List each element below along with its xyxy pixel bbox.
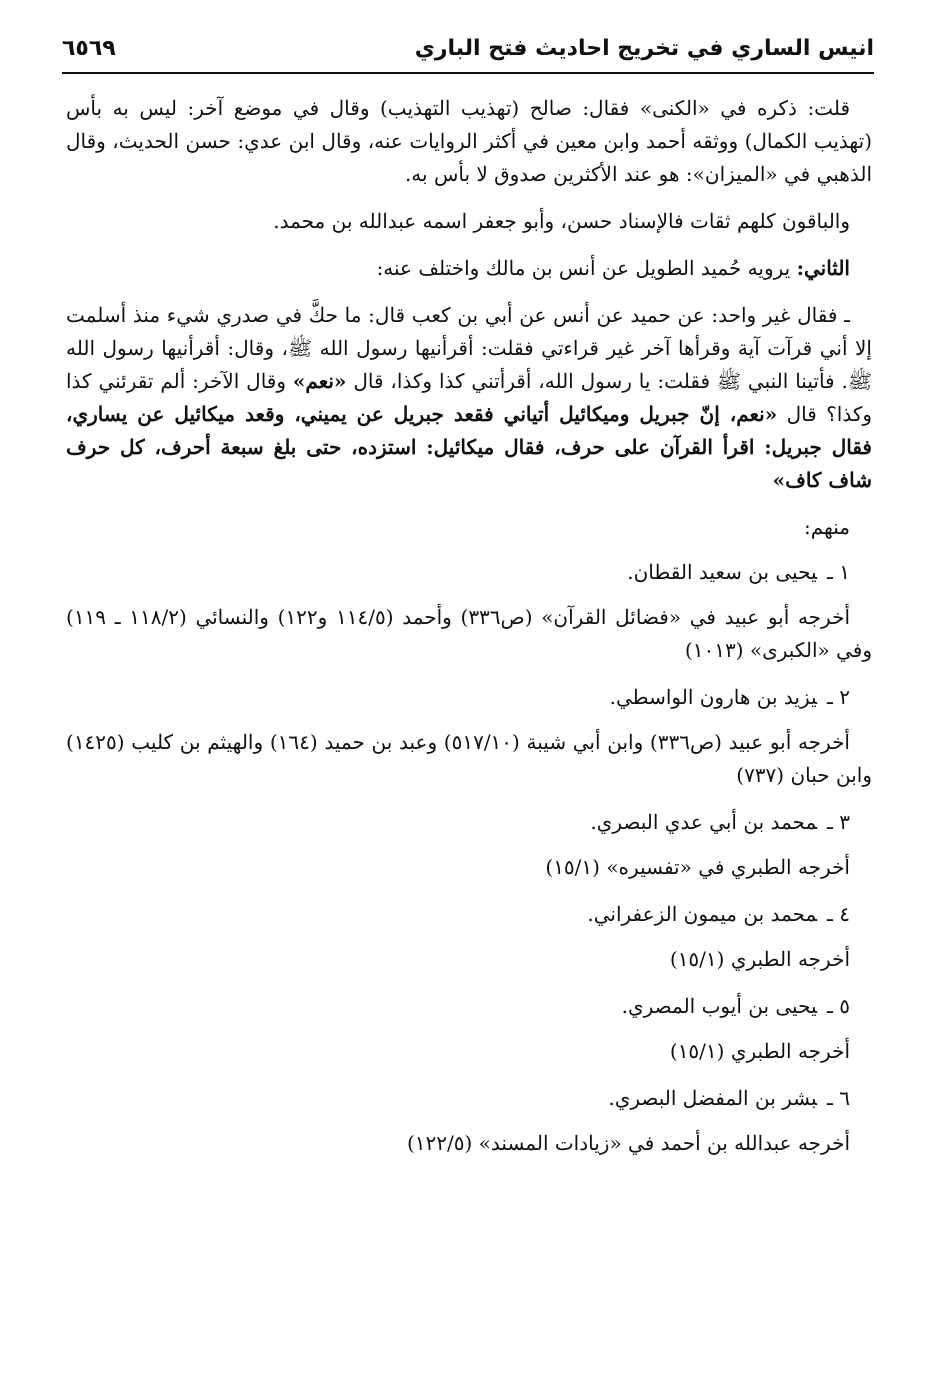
page-number: ٦٥٦٩ xyxy=(62,36,116,61)
narrator-name-line xyxy=(66,681,872,714)
narrator-entry xyxy=(66,556,872,667)
narrator-name: بشر بن المفضل البصري. xyxy=(608,1086,818,1110)
narrator-number: ١ ـ xyxy=(827,560,850,584)
paragraph-critique: قلت: ذكره في «الكنى» فقال: صالح (تهذيب التهذيب) وقال في موضع آخر: ليس به بأس (تهذيب الكمال) ووثقه أحمد وابن معين في أكثر الروايات عنه، وقال ابن عدي: حسن الحديث، وقال الذهبي في «الميزان»: هو عند الأكثرين صدوق لا بأس به. xyxy=(66,96,872,186)
narrator-name: يزيد بن هارون الواسطي. xyxy=(609,685,818,709)
narrator-source: أخرجه أبو عبيد في «فضائل القرآن» (ص٣٣٦) وأحمد (١١٤/٥ و١٢٢) والنسائي (١١٨/٢ ـ ١١٩) وفي «الكبرى» (١٠١٣) xyxy=(66,605,872,662)
narrator-entry xyxy=(66,806,872,884)
hadith-quote-main: «نعم، إنّ جبريل وميكائيل أتياني فقعد جبريل عن يميني، وقعد ميكائيل عن يساري، فقال جبريل: اقرأ القرآن على حرف، فقال ميكائيل: استزده، حتى بلغ سبعة أحرف، كل حرف شاف كاف» xyxy=(66,402,872,492)
paragraph-second-route xyxy=(66,252,872,285)
hadith-quote-yes: «نعم» xyxy=(292,369,347,393)
narrator-name-line xyxy=(66,898,872,931)
narrator-name: محمد بن ميمون الزعفراني. xyxy=(587,902,818,926)
header-divider xyxy=(62,72,874,74)
page-body xyxy=(66,92,872,1174)
narrator-number: ٦ ـ xyxy=(827,1086,850,1110)
narrator-name-line xyxy=(66,1082,872,1115)
narrator-name: يحيى بن أيوب المصري. xyxy=(621,994,818,1018)
narrator-entry xyxy=(66,898,872,976)
narrator-source: أخرجه الطبري (١٥/١) xyxy=(669,947,850,971)
narrator-entry xyxy=(66,681,872,792)
narrator-entry xyxy=(66,1082,872,1160)
narrator-name: يحيى بن سعيد القطان. xyxy=(627,560,818,584)
narrator-name-line xyxy=(66,990,872,1023)
narrator-list xyxy=(66,556,872,1160)
narrator-number: ٣ ـ xyxy=(827,810,850,834)
narrator-source: أخرجه الطبري (١٥/١) xyxy=(669,1039,850,1063)
narrator-number: ٢ ـ xyxy=(827,685,850,709)
hadith-middle: وقال الآخر: ألم تقرئني كذا وكذا؟ قال xyxy=(66,369,873,426)
narrator-number: ٤ ـ xyxy=(827,902,850,926)
narrator-name: محمد بن أبي عدي البصري. xyxy=(590,810,818,834)
book-title: انيس الساري في تخريج احاديث فتح الباري xyxy=(414,36,874,61)
narrator-entry xyxy=(66,990,872,1068)
narrator-source: أخرجه أبو عبيد (ص٣٣٦) وابن أبي شيبة (٥١٧/١٠) وعبد بن حميد (١٦٤) والهيثم بن كليب (١٤٢٥) وابن حبان (٧٣٧) xyxy=(66,730,872,787)
running-header xyxy=(62,32,874,72)
paragraph-hadith-text xyxy=(66,299,872,497)
hadith-intro: ـ فقال غير واحد: عن حميد عن أنس عن أبي بن كعب قال: ما حكَّ في صدري شيء منذ أسلمت إلا أني قرآت آية وقرأها آخر غير قراءتي فقلت: أقرأنيها رسول الله ﷺ، وقال: أقرأنيها رسول الله ﷺ. فأتينا النبي ﷺ فقلت: يا رسول الله، أقرأتني كذا وكذا، قال xyxy=(66,303,872,393)
paragraph-isnad-summary: والباقون كلهم ثقات فالإسناد حسن، وأبو جعفر اسمه عبدالله بن محمد. xyxy=(273,209,850,233)
narrator-name-line xyxy=(66,556,872,589)
narrator-source: أخرجه الطبري في «تفسيره» (١٥/١) xyxy=(545,855,850,879)
narrator-source: أخرجه عبدالله بن أحمد في «زيادات المسند» (١٢٢/٥) xyxy=(406,1131,850,1155)
narrators-intro: منهم: xyxy=(803,515,850,539)
second-route-text: يرويه حُميد الطويل عن أنس بن مالك واختلف عنه: xyxy=(376,256,797,280)
second-route-heading: الثاني: xyxy=(796,256,850,280)
narrator-number: ٥ ـ xyxy=(827,994,850,1018)
narrator-name-line xyxy=(66,806,872,839)
